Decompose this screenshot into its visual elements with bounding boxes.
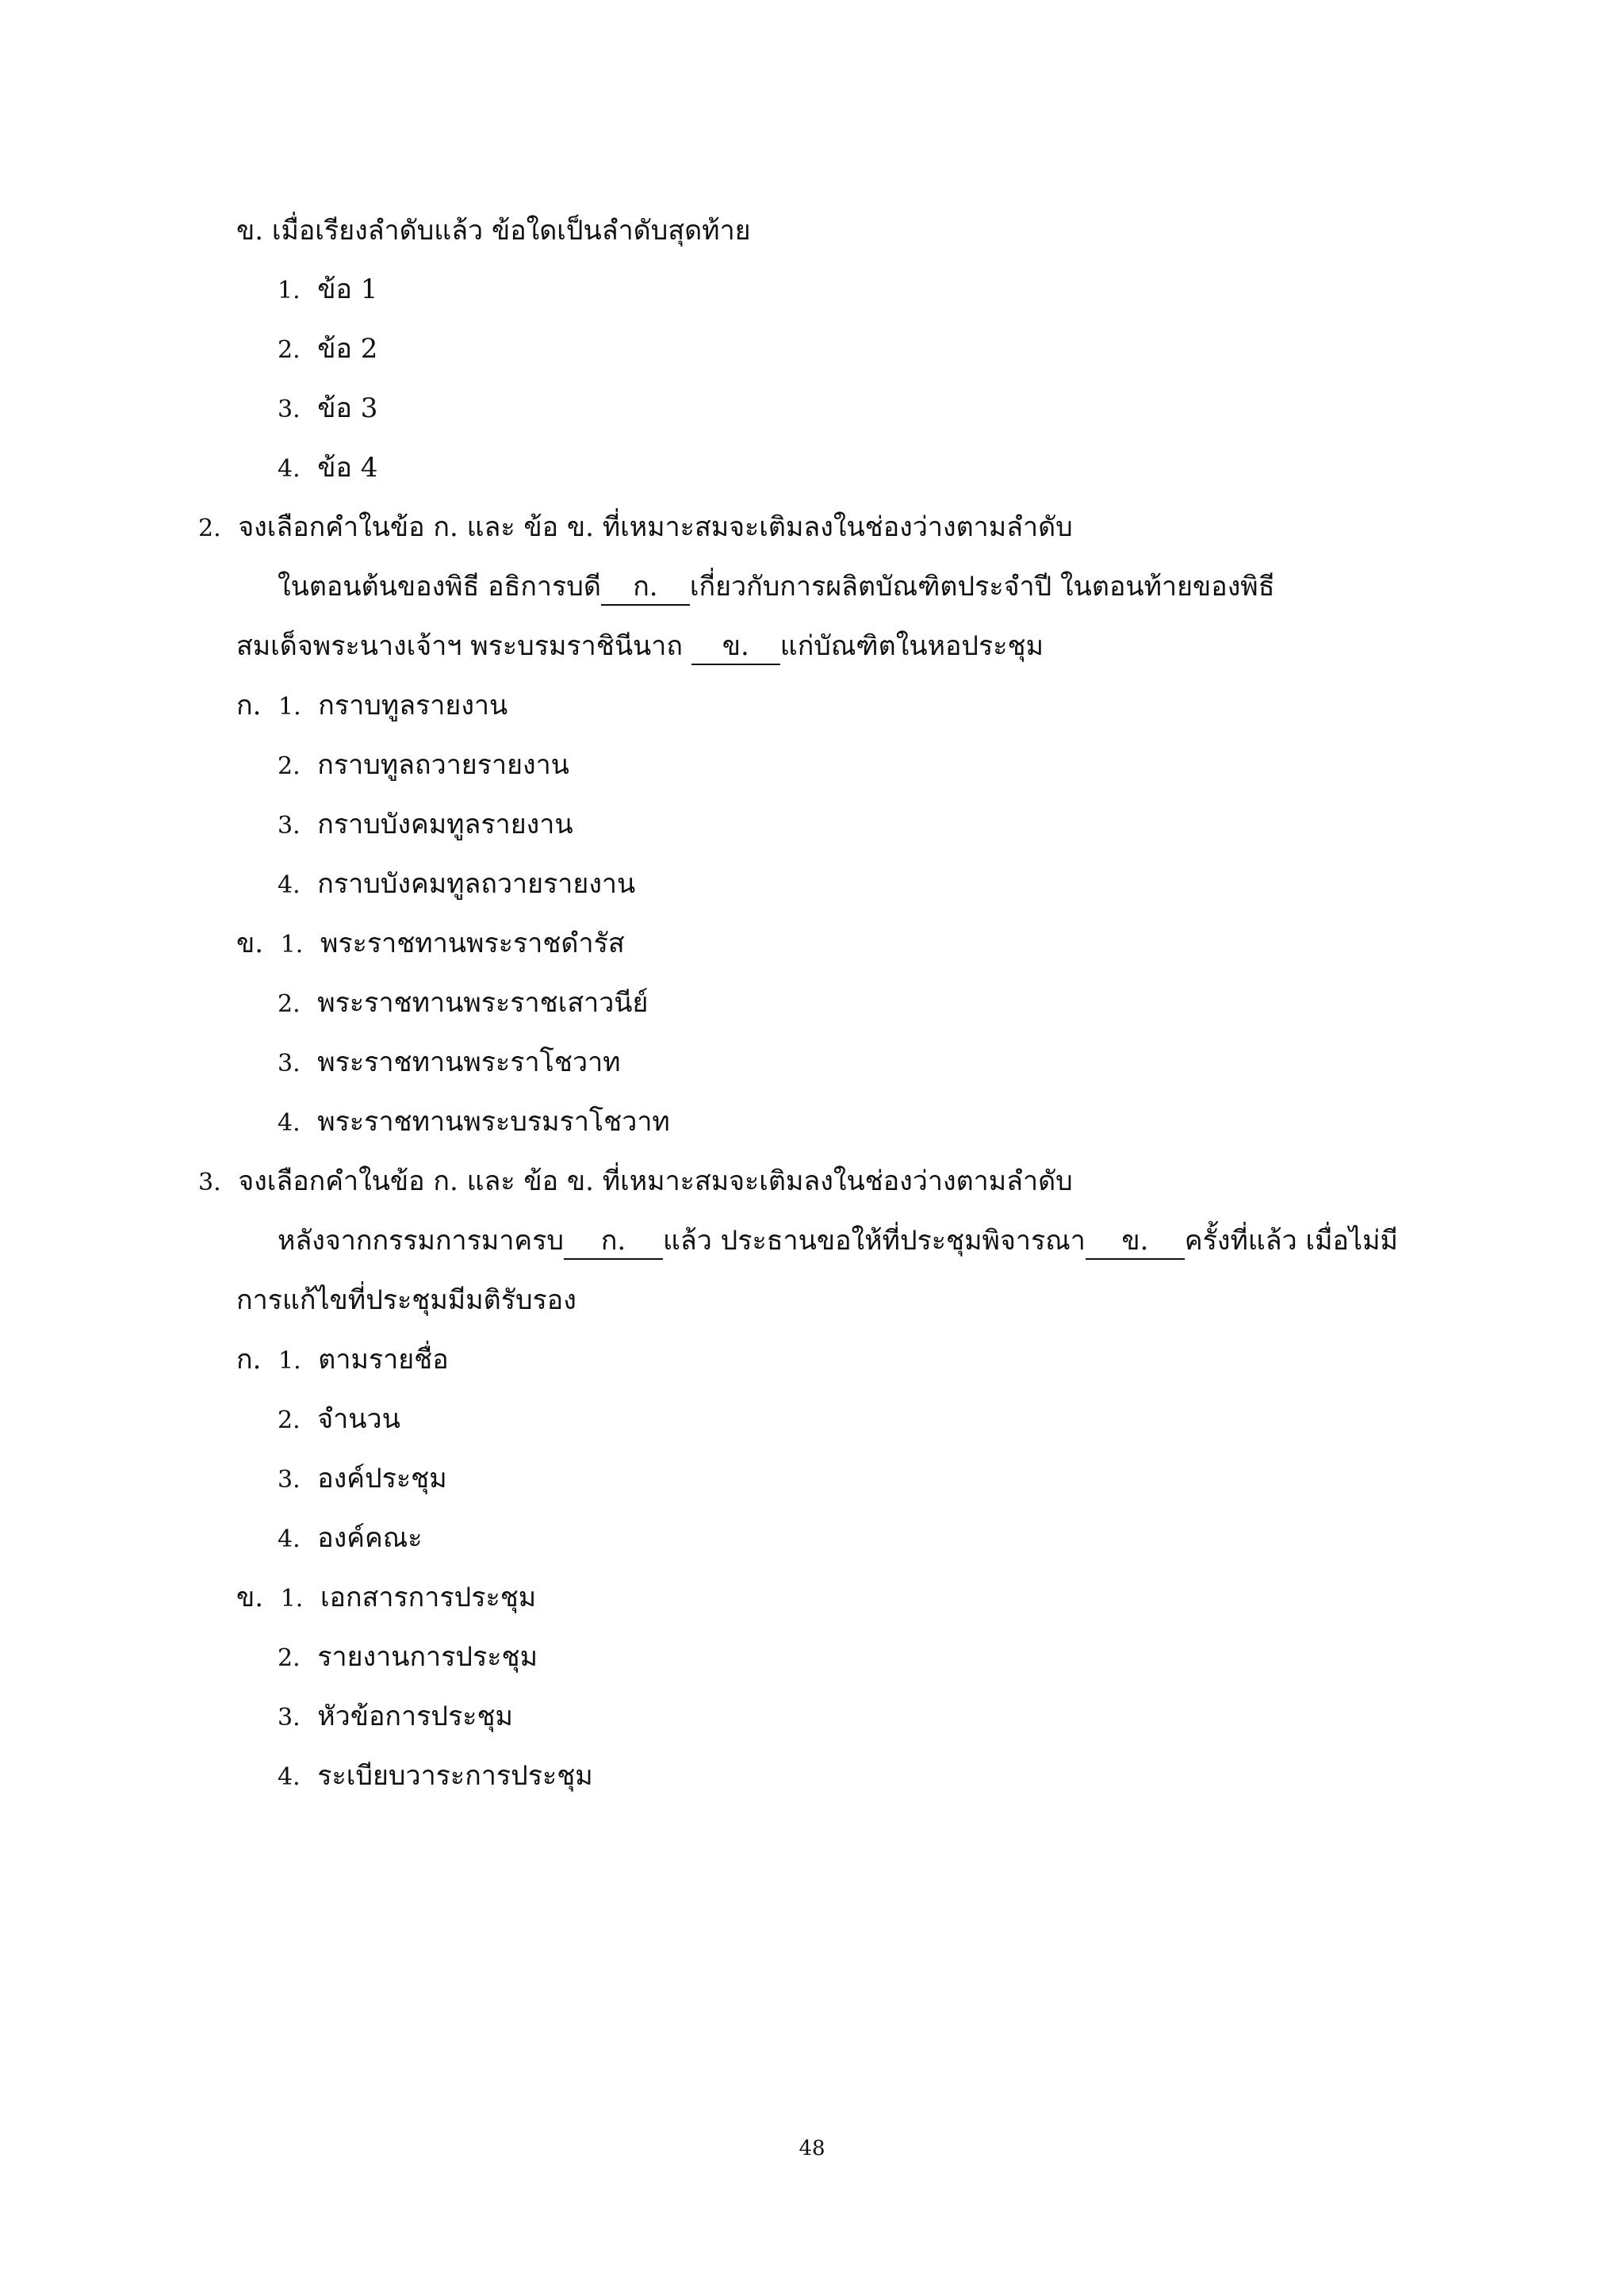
question-3-passage-line-1: หลังจากกรรมการมาครบ ก. แล้ว ประธานขอให้ที่ประชุมพิจารณา ข. ครั้งที่แล้ว เมื่อไม่มี <box>278 1221 1398 1261</box>
option: 4. พระราชทานพระบรมราโชวาท <box>278 1106 670 1138</box>
question-2-passage-line-1: ในตอนต้นของพิธี อธิการบดี ก. เกี่ยวกับการผลิตบัณฑิตประจำปี ในตอนท้ายของพิธี <box>278 567 1274 607</box>
blank-a: ก. <box>564 1223 663 1260</box>
option: 3. กราบบังคมทูลรายงาน <box>278 809 573 840</box>
option: 3. องค์ประชุม <box>278 1463 447 1494</box>
option: 2. กราบทูลถวายรายงาน <box>278 749 569 781</box>
blank-a: ก. <box>601 569 690 606</box>
option: 2. จำนวน <box>278 1403 400 1435</box>
question-3-prompt: 3. จงเลือกคำในข้อ ก. และ ข้อ ข. ที่เหมาะสมจะเติมลงในช่องว่างตามลำดับ <box>198 1165 1073 1197</box>
blank-b: ข. <box>691 629 780 665</box>
option: 3. ข้อ 3 <box>278 392 378 424</box>
option: 3. พระราชทานพระราโชวาท <box>278 1047 621 1078</box>
option: 3. หัวข้อการประชุม <box>278 1701 513 1732</box>
option: 4. ข้อ 4 <box>278 452 378 484</box>
option-group-a: ก. 1. ตามรายชื่อ <box>236 1344 449 1376</box>
option: 2. รายงานการประชุม <box>278 1641 538 1673</box>
option: 2. ข้อ 2 <box>278 333 378 365</box>
option-group-a: ก. 1. กราบทูลรายงาน <box>236 690 508 721</box>
page-number: 48 <box>799 2137 825 2160</box>
question-3-passage-line-2: การแก้ไขที่ประชุมมีมติรับรอง <box>236 1284 576 1316</box>
option: 4. ระเบียบวาระการประชุม <box>278 1760 593 1792</box>
option: 4. กราบบังคมทูลถวายรายงาน <box>278 868 636 900</box>
option: 2. พระราชทานพระราชเสาวนีย์ <box>278 987 649 1019</box>
option: 1. ข้อ 1 <box>278 274 378 305</box>
question-part-b-title: ข. เมื่อเรียงลำดับแล้ว ข้อใดเป็นลำดับสุดท้าย <box>236 215 751 247</box>
option-group-b: ข. 1. เอกสารการประชุม <box>236 1582 537 1613</box>
question-2-prompt: 2. จงเลือกคำในข้อ ก. และ ข้อ ข. ที่เหมาะสมจะเติมลงในช่องว่างตามลำดับ <box>198 511 1073 543</box>
blank-b: ข. <box>1086 1223 1185 1260</box>
option-group-b: ข. 1. พระราชทานพระราชดำรัส <box>236 928 625 959</box>
question-2-passage-line-2: สมเด็จพระนางเจ้าฯ พระบรมราชินีนาถ ข. แก่บัณฑิตในหอประชุม <box>236 626 1044 666</box>
option: 4. องค์คณะ <box>278 1522 423 1554</box>
